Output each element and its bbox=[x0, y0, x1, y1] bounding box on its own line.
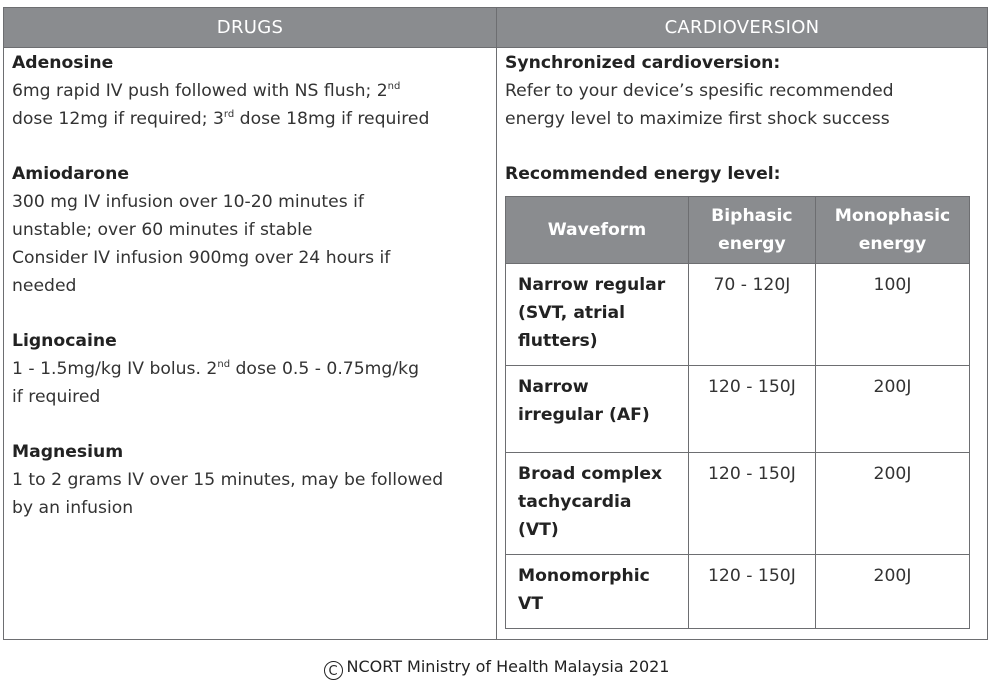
biphasic-cell: 120 - 150J bbox=[688, 453, 815, 555]
cardioversion-header: CARDIOVERSION bbox=[497, 8, 987, 47]
biphasic-cell: 70 - 120J bbox=[688, 264, 815, 366]
dose-text: dose 12mg if required; 3 bbox=[12, 109, 224, 129]
drug-dose-line: needed bbox=[12, 276, 77, 296]
monophasic-cell: 200J bbox=[815, 555, 969, 629]
waveform-cell: Monomorphic VT bbox=[506, 555, 689, 629]
table-row bbox=[506, 453, 970, 555]
drug-adenosine bbox=[12, 49, 482, 133]
column-header-biphasic: Biphasic energy bbox=[688, 197, 815, 264]
dose-text: dose 0.5 - 0.75mg/kg bbox=[230, 359, 419, 379]
column-header-monophasic: Monophasic energy bbox=[815, 197, 969, 264]
cardioversion-title: Synchronized cardioversion: bbox=[505, 53, 781, 73]
drug-lignocaine bbox=[12, 327, 482, 411]
cardioversion-text-line: energy level to maximize first shock success bbox=[505, 109, 890, 129]
energy-table-title: Recommended energy level: bbox=[505, 164, 781, 184]
ordinal-suffix: rd bbox=[223, 109, 235, 120]
drug-name: Amiodarone bbox=[12, 164, 129, 184]
copyright-icon: C bbox=[324, 661, 343, 680]
table-row bbox=[506, 555, 970, 629]
drug-name: Magnesium bbox=[12, 442, 124, 462]
monophasic-cell: 200J bbox=[815, 366, 969, 453]
dose-text: dose 18mg if required bbox=[234, 109, 430, 129]
drug-dose-line: 1 to 2 grams IV over 15 minutes, may be followed bbox=[12, 470, 444, 490]
table-row bbox=[506, 366, 970, 453]
drugs-list bbox=[12, 49, 482, 549]
ordinal-suffix: nd bbox=[217, 359, 231, 370]
copyright-text: NCORT Ministry of Health Malaysia 2021 bbox=[346, 657, 670, 676]
drug-dose-line: 300 mg IV infusion over 10-20 minutes if bbox=[12, 192, 364, 212]
drug-amiodarone bbox=[12, 160, 482, 300]
drug-magnesium bbox=[12, 438, 482, 522]
copyright-footer bbox=[0, 657, 993, 680]
cardioversion-section bbox=[505, 49, 975, 188]
monophasic-cell: 100J bbox=[815, 264, 969, 366]
dose-text: 1 - 1.5mg/kg IV bolus. 2 bbox=[12, 359, 218, 379]
table-row bbox=[506, 264, 970, 366]
drug-dose-line bbox=[12, 105, 482, 133]
drug-dose-line bbox=[12, 77, 482, 105]
waveform-cell: Narrow regular (SVT, atrial flutters) bbox=[506, 264, 689, 366]
energy-table bbox=[505, 196, 970, 629]
drug-name: Lignocaine bbox=[12, 331, 117, 351]
drug-dose-line: unstable; over 60 minutes if stable bbox=[12, 220, 313, 240]
monophasic-cell: 200J bbox=[815, 453, 969, 555]
column-header-waveform: Waveform bbox=[506, 197, 689, 264]
superscript-prefix: 6mg rapid IV push followed with NS flush; 2 bbox=[12, 81, 388, 101]
biphasic-cell: 120 - 150J bbox=[688, 555, 815, 629]
drug-dose-line: Consider IV infusion 900mg over 24 hours if bbox=[12, 248, 391, 268]
ordinal-suffix: nd bbox=[387, 81, 401, 92]
drug-dose-line bbox=[12, 355, 482, 383]
drug-name: Adenosine bbox=[12, 53, 114, 73]
column-divider bbox=[496, 8, 497, 639]
table-header-row bbox=[506, 197, 970, 264]
waveform-cell: Narrow irregular (AF) bbox=[506, 366, 689, 453]
drug-dose-line: by an infusion bbox=[12, 498, 134, 518]
waveform-cell: Broad complex tachycardia (VT) bbox=[506, 453, 689, 555]
biphasic-cell: 120 - 150J bbox=[688, 366, 815, 453]
cardioversion-text-line: Refer to your device’s spesific recommended bbox=[505, 81, 894, 101]
drugs-header: DRUGS bbox=[4, 8, 496, 47]
drug-dose-line: if required bbox=[12, 387, 101, 407]
